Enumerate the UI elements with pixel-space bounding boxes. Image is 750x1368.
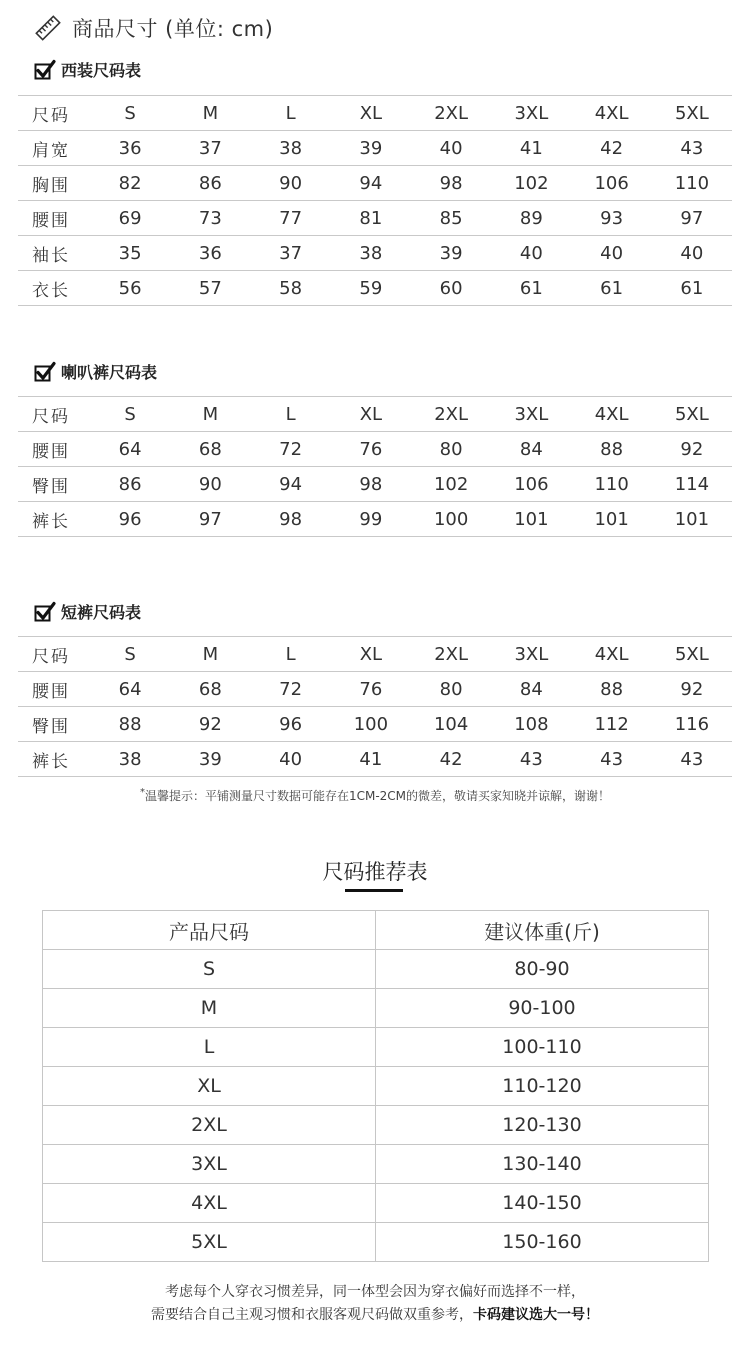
table-cell: 104 (411, 707, 491, 742)
table-cell: 60 (411, 271, 491, 306)
flare-pants-size-table (18, 396, 732, 537)
table-cell: 43 (572, 742, 652, 777)
table-cell: 4XL (572, 397, 652, 432)
recommend-size-cell: M (43, 989, 376, 1028)
table-row (18, 271, 732, 306)
table-cell: 97 (170, 502, 250, 537)
row-label: 袖长 (18, 236, 90, 271)
recommend-header-size: 产品尺码 (43, 911, 376, 950)
table-cell: 3XL (491, 96, 571, 131)
table-cell: 98 (251, 502, 331, 537)
table-cell: 98 (331, 467, 411, 502)
table-cell: 92 (170, 707, 250, 742)
table-row (18, 131, 732, 166)
recommend-size-cell: S (43, 950, 376, 989)
table-cell: 38 (331, 236, 411, 271)
table-cell: 99 (331, 502, 411, 537)
table-row (18, 502, 732, 537)
recommend-row (43, 1184, 709, 1223)
row-label: 腰围 (18, 201, 90, 236)
recommend-row (43, 1106, 709, 1145)
row-label: 臀围 (18, 707, 90, 742)
table-cell: M (170, 397, 250, 432)
table-row (18, 742, 732, 777)
table-cell: 40 (572, 236, 652, 271)
note-text: 温馨提示：平铺测量尺寸数据可能存在1CM-2CM的微差，敬请买家知晓并谅解，谢谢！ (144, 789, 611, 803)
shorts-size-table (18, 636, 732, 777)
table-row (18, 672, 732, 707)
table-cell: 106 (572, 166, 652, 201)
checkbox-checked-icon (34, 59, 56, 81)
checkbox-checked-icon (34, 601, 56, 623)
table-cell: 39 (331, 131, 411, 166)
recommend-row (43, 989, 709, 1028)
table-cell: 90 (170, 467, 250, 502)
recommend-size-cell: L (43, 1028, 376, 1067)
row-label: 裤长 (18, 742, 90, 777)
recommend-row (43, 1067, 709, 1106)
table-cell: 86 (90, 467, 170, 502)
table-cell: 2XL (411, 96, 491, 131)
row-label: 腰围 (18, 672, 90, 707)
table-cell: 81 (331, 201, 411, 236)
table-cell: 35 (90, 236, 170, 271)
ruler-icon (34, 14, 62, 42)
table-cell: 108 (491, 707, 571, 742)
table-row (18, 432, 732, 467)
table-cell: 4XL (572, 637, 652, 672)
table-cell: 61 (572, 271, 652, 306)
recommend-size-cell: XL (43, 1067, 376, 1106)
recommend-weight-cell: 130-140 (376, 1145, 709, 1184)
table-cell: 40 (491, 236, 571, 271)
checkbox-checked-icon (34, 361, 56, 383)
row-label: 尺码 (18, 637, 90, 672)
table-cell: 93 (572, 201, 652, 236)
table-cell: 5XL (652, 96, 732, 131)
suit-table-title: 西装尺码表 (61, 61, 142, 80)
table-cell: 102 (411, 467, 491, 502)
table-cell: 3XL (491, 397, 571, 432)
recommend-row (43, 1223, 709, 1262)
table-cell: 68 (170, 432, 250, 467)
row-label: 胸围 (18, 166, 90, 201)
table-cell: 42 (572, 131, 652, 166)
table-cell: 90 (251, 166, 331, 201)
measurement-note (0, 787, 750, 804)
table-cell: 110 (652, 166, 732, 201)
table-cell: 92 (652, 432, 732, 467)
row-label: 臀围 (18, 467, 90, 502)
recommend-row (43, 1145, 709, 1184)
table-row (18, 467, 732, 502)
table-cell: 77 (251, 201, 331, 236)
table-cell: 101 (491, 502, 571, 537)
table-cell: 80 (411, 672, 491, 707)
page-header (34, 10, 273, 46)
table-cell: 97 (652, 201, 732, 236)
table-cell: 39 (411, 236, 491, 271)
table-cell: 41 (331, 742, 411, 777)
table-cell: 101 (652, 502, 732, 537)
table-cell: 100 (411, 502, 491, 537)
recommend-weight-cell: 140-150 (376, 1184, 709, 1223)
table-cell: XL (331, 637, 411, 672)
table-cell: XL (331, 397, 411, 432)
table-cell: L (251, 397, 331, 432)
table-cell: 43 (652, 131, 732, 166)
table-cell: 5XL (652, 637, 732, 672)
table-cell: 112 (572, 707, 652, 742)
table-cell: 59 (331, 271, 411, 306)
table-cell: L (251, 96, 331, 131)
table-cell: 86 (170, 166, 250, 201)
recommend-size-cell: 4XL (43, 1184, 376, 1223)
recommend-weight-cell: 80-90 (376, 950, 709, 989)
table-row (18, 236, 732, 271)
table-cell: 88 (572, 432, 652, 467)
recommend-header-weight: 建议体重(斤) (376, 911, 709, 950)
table-cell: 96 (251, 707, 331, 742)
table-cell: 2XL (411, 397, 491, 432)
recommend-header-row (43, 911, 709, 950)
table-cell: XL (331, 96, 411, 131)
table-header-row (18, 96, 732, 131)
suit-size-table-body (18, 96, 732, 306)
footer-line-2 (0, 1304, 750, 1324)
table-cell: S (90, 637, 170, 672)
table-cell: 42 (411, 742, 491, 777)
flare-pants-table-heading (34, 360, 157, 383)
shorts-size-table-body (18, 637, 732, 777)
table-cell: 80 (411, 432, 491, 467)
recommend-weight-cell: 90-100 (376, 989, 709, 1028)
row-label: 裤长 (18, 502, 90, 537)
table-cell: 102 (491, 166, 571, 201)
table-cell: 106 (491, 467, 571, 502)
table-cell: 3XL (491, 637, 571, 672)
table-cell: 114 (652, 467, 732, 502)
row-label: 尺码 (18, 397, 90, 432)
table-cell: 61 (491, 271, 571, 306)
row-label: 尺码 (18, 96, 90, 131)
row-label: 衣长 (18, 271, 90, 306)
table-cell: 85 (411, 201, 491, 236)
table-cell: 5XL (652, 397, 732, 432)
flare-pants-size-table-body (18, 397, 732, 537)
table-row (18, 201, 732, 236)
table-cell: 61 (652, 271, 732, 306)
table-cell: 43 (491, 742, 571, 777)
table-header-row (18, 637, 732, 672)
table-cell: 37 (170, 131, 250, 166)
recommend-row (43, 1028, 709, 1067)
shorts-table-title: 短裤尺码表 (61, 603, 142, 622)
recommend-weight-cell: 120-130 (376, 1106, 709, 1145)
table-cell: 57 (170, 271, 250, 306)
table-cell: 36 (90, 131, 170, 166)
table-cell: M (170, 637, 250, 672)
suit-size-table (18, 95, 732, 306)
recommend-row (43, 950, 709, 989)
table-cell: L (251, 637, 331, 672)
table-cell: 116 (652, 707, 732, 742)
table-cell: 37 (251, 236, 331, 271)
table-cell: 88 (90, 707, 170, 742)
footer-line-2-text: 需要结合自己主观习惯和衣服客观尺码做双重参考， (151, 1307, 473, 1323)
note-star: * (139, 787, 145, 798)
table-cell: 41 (491, 131, 571, 166)
table-cell: 72 (251, 672, 331, 707)
table-cell: 82 (90, 166, 170, 201)
recommend-size-cell: 2XL (43, 1106, 376, 1145)
table-row (18, 707, 732, 742)
table-cell: 92 (652, 672, 732, 707)
table-cell: 110 (572, 467, 652, 502)
suit-table-heading (34, 58, 141, 81)
table-cell: 73 (170, 201, 250, 236)
table-cell: M (170, 96, 250, 131)
table-cell: 64 (90, 432, 170, 467)
table-cell: 94 (331, 166, 411, 201)
flare-pants-table-title: 喇叭裤尺码表 (61, 363, 158, 382)
row-label: 腰围 (18, 432, 90, 467)
table-cell: 2XL (411, 637, 491, 672)
recommend-size-cell: 3XL (43, 1145, 376, 1184)
footer-line-1: 考虑每个人穿衣习惯差异，同一体型会因为穿衣偏好而选择不一样， (165, 1284, 585, 1300)
table-row (18, 166, 732, 201)
table-cell: S (90, 96, 170, 131)
table-cell: 84 (491, 432, 571, 467)
table-cell: 58 (251, 271, 331, 306)
recommend-table-body (43, 911, 709, 1262)
table-cell: 38 (90, 742, 170, 777)
recommend-weight-cell: 150-160 (376, 1223, 709, 1262)
table-cell: 96 (90, 502, 170, 537)
table-cell: 100 (331, 707, 411, 742)
table-cell: 69 (90, 201, 170, 236)
table-cell: 84 (491, 672, 571, 707)
table-cell: 40 (251, 742, 331, 777)
footer-line-2-bold: 卡码建议选大一号！ (473, 1307, 599, 1323)
table-cell: 89 (491, 201, 571, 236)
recommend-weight-cell: 100-110 (376, 1028, 709, 1067)
table-cell: 101 (572, 502, 652, 537)
table-cell: 76 (331, 432, 411, 467)
table-cell: 39 (170, 742, 250, 777)
table-cell: 56 (90, 271, 170, 306)
table-header-row (18, 397, 732, 432)
table-cell: 43 (652, 742, 732, 777)
table-cell: 72 (251, 432, 331, 467)
table-cell: 68 (170, 672, 250, 707)
recommend-table (42, 910, 709, 1262)
table-cell: 94 (251, 467, 331, 502)
table-cell: 76 (331, 672, 411, 707)
shorts-table-heading (34, 600, 141, 623)
table-cell: S (90, 397, 170, 432)
recommend-size-cell: 5XL (43, 1223, 376, 1262)
table-cell: 64 (90, 672, 170, 707)
recommend-title: 尺码推荐表 (322, 860, 428, 884)
row-label: 肩宽 (18, 131, 90, 166)
table-cell: 36 (170, 236, 250, 271)
recommend-title-underline (345, 889, 403, 892)
table-cell: 88 (572, 672, 652, 707)
table-cell: 40 (652, 236, 732, 271)
table-cell: 98 (411, 166, 491, 201)
table-cell: 4XL (572, 96, 652, 131)
table-cell: 40 (411, 131, 491, 166)
table-cell: 38 (251, 131, 331, 166)
recommend-weight-cell: 110-120 (376, 1067, 709, 1106)
page-title: 商品尺寸 (单位: cm) (72, 17, 274, 41)
